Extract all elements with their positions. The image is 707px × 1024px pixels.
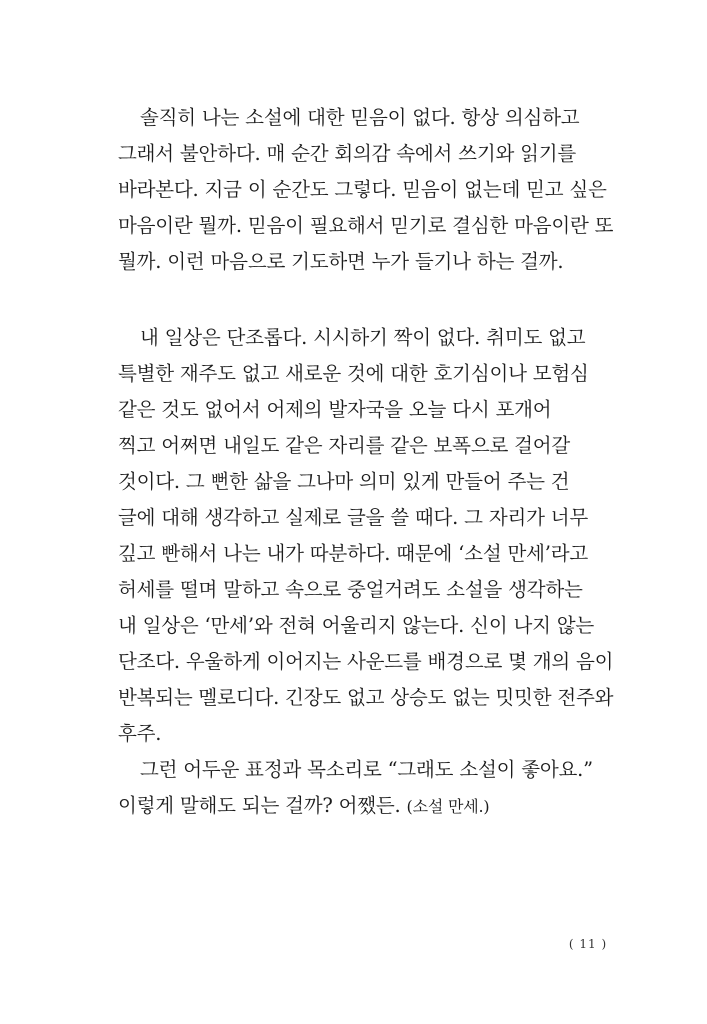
text-line: 내 일상은 단조롭다. 시시하기 짝이 없다. 취미도 없고	[140, 326, 586, 349]
text-main: 이렇게 말해도 되는 걸까? 어쨌든.	[118, 794, 401, 817]
text-line: 솔직히 나는 소설에 대한 믿음이 없다. 항상 의심하고	[140, 106, 580, 129]
paragraph-1	[118, 100, 614, 280]
text-line: 것이다. 그 뻔한 삶을 그나마 의미 있게 만들어 주는 건	[118, 470, 570, 493]
text-line: 반복되는 멜로디다. 긴장도 없고 상승도 없는 밋밋한 전주와	[118, 686, 614, 709]
text-line: 내 일상은 ‘만세’와 전혀 어울리지 않는다. 신이 나지 않는	[118, 614, 594, 637]
text-line: 같은 것도 없어서 어제의 발자국을 오늘 다시 포개어	[118, 398, 552, 421]
text-line: 마음이란 뭘까. 믿음이 필요해서 믿기로 결심한 마음이란 또	[118, 214, 614, 237]
text-line: 특별한 재주도 없고 새로운 것에 대한 호기심이나 모험심	[118, 362, 589, 385]
text-line: 허세를 떨며 말하고 속으로 중얼거려도 소설을 생각하는	[118, 578, 583, 601]
text-line: 찍고 어쩌면 내일도 같은 자리를 같은 보폭으로 걸어갈	[118, 434, 571, 457]
text-aside: (소설 만세.)	[406, 797, 490, 816]
text-line: 바라본다. 지금 이 순간도 그렇다. 믿음이 없는데 믿고 싶은	[118, 178, 607, 201]
text-line: 깊고 빤해서 나는 내가 따분하다. 때문에 ‘소설 만세’라고	[118, 542, 588, 565]
text-line	[118, 788, 598, 824]
text-line: 그런 어두운 표정과 목소리로 “그래도 소설이 좋아요.”	[140, 758, 593, 781]
text-line: 단조다. 우울하게 이어지는 사운드를 배경으로 몇 개의 음이	[118, 650, 614, 673]
paragraph-2	[118, 320, 614, 824]
page-number: ( 11 )	[568, 937, 608, 951]
text-line: 그래서 불안하다. 매 순간 회의감 속에서 쓰기와 읽기를	[118, 142, 577, 165]
text-line: 글에 대해 생각하고 실제로 글을 쓸 때다. 그 자리가 너무	[118, 506, 588, 529]
text-line: 후주.	[118, 722, 162, 745]
text-line: 뭘까. 이런 마음으로 기도하면 누가 들기나 하는 걸까.	[118, 250, 564, 273]
